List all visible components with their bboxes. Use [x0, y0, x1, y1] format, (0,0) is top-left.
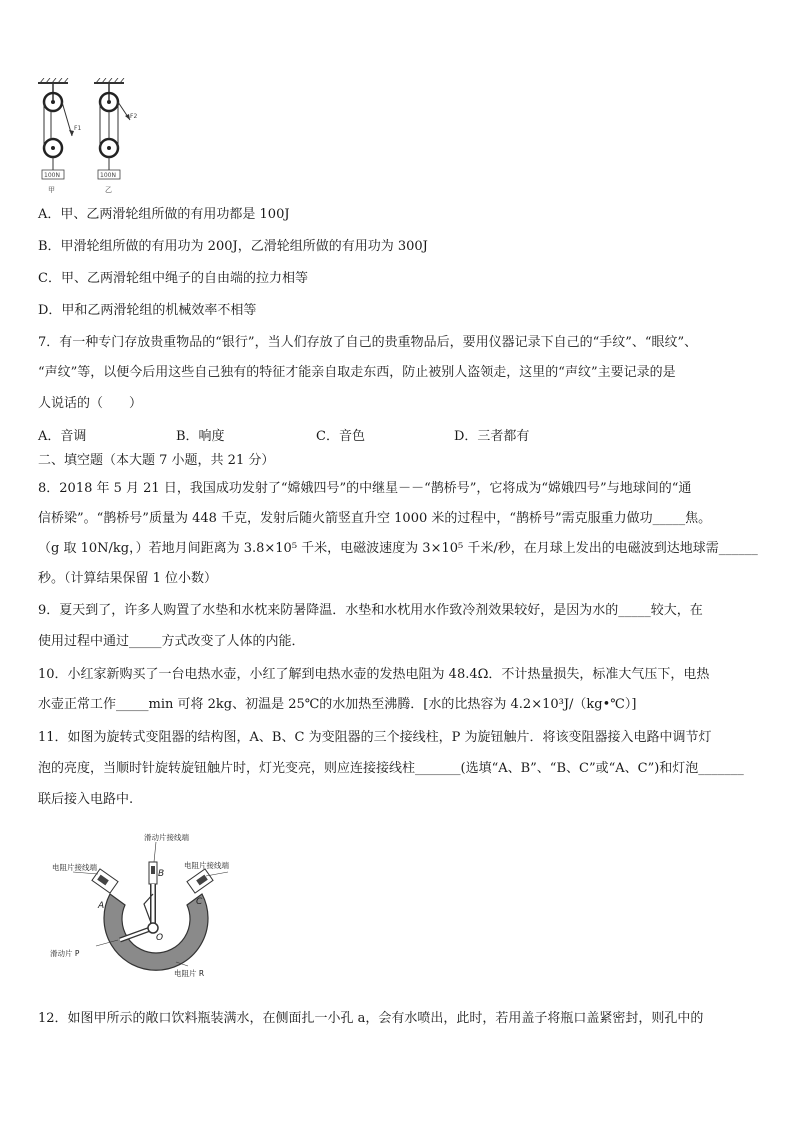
- q7-option-a: A．音调: [38, 429, 87, 444]
- q9-line-2: 使用过程中通过_____方式改变了人体的内能．: [38, 634, 305, 649]
- q6-option-c: C．甲、乙两滑轮组中绳子的自由端的拉力相等: [38, 271, 308, 286]
- q7-line-2: “声纹”等，以便今后用这些自己独有的特征才能亲自取走东西，防止被别人盗领走，这里的“声纹”主要记录的是: [38, 365, 676, 380]
- q6-option-b: B．甲滑轮组所做的有用功为 200J，乙滑轮组所做的有用功为 300J: [38, 239, 428, 254]
- label-b: B: [158, 869, 165, 879]
- label-c: C: [196, 897, 203, 907]
- q11-line-1: 11．如图为旋转式变阻器的结构图，A、B、C 为变阻器的三个接线柱，P 为旋钮触片．将该变阻器接入电路中调节灯: [38, 730, 712, 745]
- q8-line-3: （g 取 10N/kg，）若地月间距离为 3.8×10⁵ 千米，电磁波速度为 3×10⁵ 千米/秒，在月球上发出的电磁波到达地球需______: [38, 541, 758, 556]
- force-label-yi: F2: [130, 113, 138, 120]
- q8-line-4: 秒。（计算结果保留 1 位小数）: [38, 571, 218, 586]
- weight-label-yi: 100N: [100, 172, 116, 179]
- q10-line-2: 水壶正常工作_____min 可将 2kg、初温是 25℃的水加热至沸腾．[水的比热容为 4.2×10³J/（kg•℃）]: [38, 697, 637, 712]
- rheostat-figure: [48, 832, 258, 982]
- label-o: O: [156, 933, 164, 943]
- label-resistor-r: 电阻片 R: [174, 969, 205, 978]
- label-right-terminal: 电阻片接线端: [184, 861, 229, 870]
- ceiling-yi: [94, 78, 124, 83]
- label-slider-p: 滑动片 P: [50, 949, 80, 958]
- q7-option-d: D．三者都有: [454, 429, 530, 444]
- section-heading: 二、填空题（本大题 7 小题，共 21 分）: [38, 453, 275, 468]
- q6-option-d: D．甲和乙两滑轮组的机械效率不相等: [38, 303, 257, 318]
- q8-line-2: 信桥梁”。“鹊桥号”质量为 448 千克，发射后随火箭竖直升空 1000 米的过程中，“鹊桥号”需克服重力做功_____焦。: [38, 511, 712, 526]
- q9-line-1: 9．夏天到了，许多人购置了水垫和水枕来防暑降温．水垫和水枕用水作致冷剂效果较好，是因为水的_____较大，在: [38, 603, 703, 618]
- q7-options: [38, 425, 758, 443]
- ceiling-jia: [38, 78, 68, 83]
- pulley-figure: [30, 78, 160, 196]
- q12-line-1: 12．如图甲所示的敞口饮料瓶装满水，在侧面扎一小孔 a，会有水喷出，此时，若用盖子将瓶口盖紧密封，则孔中的: [38, 1011, 704, 1026]
- q11-line-3: 联后接入电路中.: [38, 792, 134, 807]
- q6-option-a: A．甲、乙两滑轮组所做的有用功都是 100J: [38, 207, 290, 222]
- figure-label-yi: 乙: [105, 186, 112, 194]
- q8-line-1: 8．2018 年 5 月 21 日，我国成功发射了“嫦娥四号”的中继星－－“鹊桥号”，它将成为“嫦娥四号”与地球间的“通: [38, 481, 692, 496]
- label-slider-terminal: 滑动片接线端: [144, 833, 189, 842]
- q7-option-b: B．响度: [176, 429, 225, 444]
- label-a: A: [98, 901, 105, 911]
- pulley-system-yi: [98, 83, 130, 179]
- q10-line-1: 10．小红家新购买了一台电热水壶，小红了解到电热水壶的发热电阻为 48.4Ω．不计热量损失，标准大气压下，电热: [38, 667, 710, 682]
- q7-line-1: 7．有一种专门存放贵重物品的“银行”，当人们存放了自己的贵重物品后，要用仪器记录下自己的“手纹”、“眼纹”、: [38, 335, 698, 350]
- pulley-system-jia: [42, 83, 74, 179]
- q7-option-c: C．音色: [316, 429, 365, 444]
- terminal-a: [92, 869, 118, 893]
- q7-line-3: 人说话的（ ）: [38, 396, 143, 411]
- slider-terminal-b: [144, 862, 157, 928]
- pivot-o: [148, 923, 158, 933]
- weight-label-jia: 100N: [44, 172, 60, 179]
- q11-line-2: 泡的亮度，当顺时针旋转旋钮触片时，灯光变亮，则应连接接线柱_______(选填“A、B”、“B、C”或“A、C”)和灯泡_______: [38, 761, 744, 776]
- figure-label-jia: 甲: [48, 186, 55, 194]
- terminal-c: [187, 869, 213, 893]
- force-label-jia: F1: [74, 125, 82, 132]
- label-left-terminal: 电阻片接线端: [52, 863, 97, 872]
